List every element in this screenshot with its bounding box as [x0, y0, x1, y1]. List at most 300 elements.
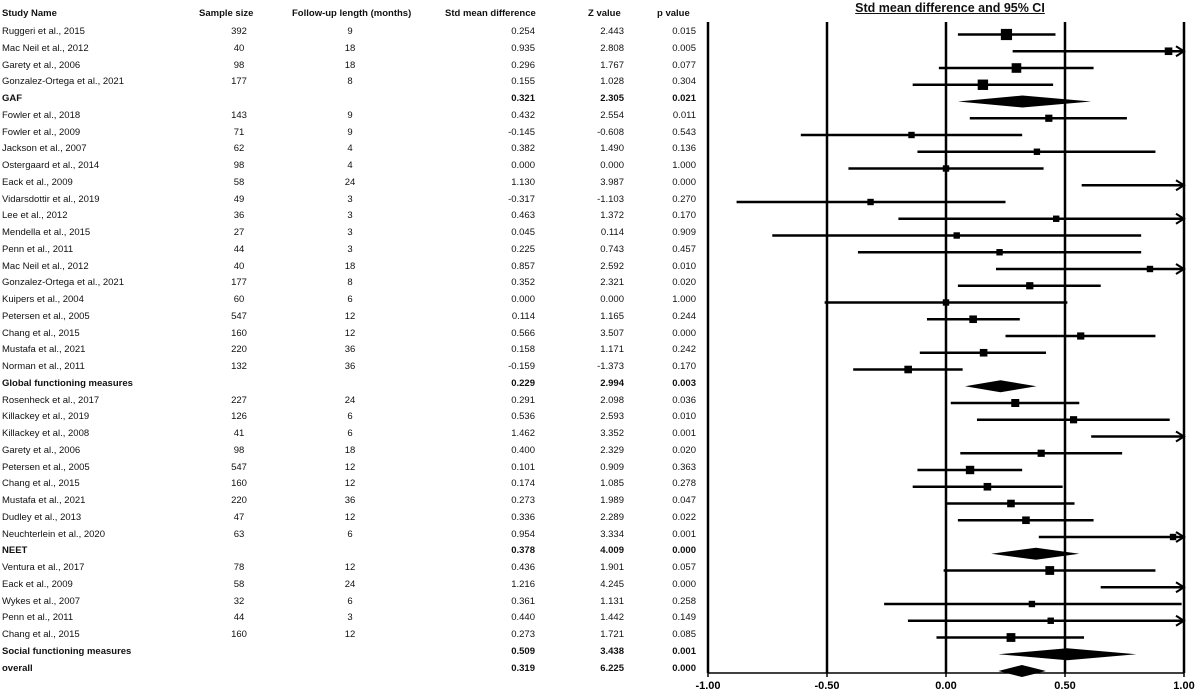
std-mean-difference-cell: 1.130	[511, 176, 535, 188]
p-value-cell: 0.022	[672, 511, 696, 523]
sample-size-cell: 160	[231, 629, 247, 640]
z-value-cell: 1.442	[600, 612, 624, 624]
z-value-cell: 1.085	[600, 478, 624, 490]
std-mean-difference-cell: 0.509	[511, 645, 535, 657]
sample-size-cell: 177	[231, 277, 247, 289]
follow-up-cell: 12	[344, 310, 356, 322]
z-value-cell: 1.989	[600, 495, 624, 506]
sample-size-cell: 36	[233, 210, 245, 222]
p-value-cell: 0.457	[672, 243, 696, 255]
std-mean-difference-cell: 0.440	[511, 612, 535, 624]
point-estimate	[1048, 618, 1054, 624]
summary-row	[0, 378, 700, 394]
study-name-cell: Norman et al., 2011	[2, 361, 85, 372]
std-mean-difference-cell: -0.145	[508, 126, 535, 138]
std-mean-difference-cell: -0.159	[508, 361, 535, 372]
p-value-cell: 0.085	[672, 629, 696, 640]
p-value-cell: 0.543	[672, 126, 696, 138]
std-mean-difference-cell: 0.273	[511, 495, 535, 506]
p-value-cell: 0.001	[672, 528, 696, 540]
table-row	[0, 395, 700, 411]
follow-up-cell: 3	[347, 612, 353, 624]
point-estimate	[1147, 266, 1153, 272]
p-value-cell: 0.278	[672, 478, 696, 490]
point-estimate	[867, 199, 873, 205]
study-name-cell: Wykes et al., 2007	[2, 595, 81, 607]
study-name-cell: Vidarsdottir et al., 2019	[2, 193, 100, 205]
follow-up-cell: 6	[347, 595, 353, 607]
p-value-cell: 0.020	[672, 277, 696, 289]
study-name-cell: Mac Neil et al., 2012	[2, 260, 89, 272]
table-row	[0, 143, 700, 159]
z-value-cell: 4.009	[600, 545, 624, 557]
p-value-cell: 0.909	[672, 227, 696, 238]
z-value-cell: 1.165	[600, 310, 624, 322]
p-value-cell: 0.000	[672, 662, 696, 674]
follow-up-cell: 18	[344, 444, 356, 456]
std-mean-difference-cell: 0.536	[511, 411, 535, 423]
std-mean-difference-cell: 1.216	[511, 578, 535, 590]
point-estimate	[996, 249, 1002, 255]
p-value-cell: 0.170	[672, 210, 696, 222]
sample-size-cell: 227	[231, 394, 247, 406]
z-value-cell: 2.098	[600, 394, 624, 406]
z-value-cell: 1.171	[600, 344, 624, 356]
sample-size-cell: 27	[233, 227, 245, 238]
study-name-cell: Penn et al., 2011	[2, 612, 74, 624]
study-name-cell: Neuchterlein et al., 2020	[2, 528, 105, 540]
z-value-cell: -1.103	[597, 193, 624, 205]
sample-size-cell: 392	[231, 26, 247, 37]
chart-title: Std mean difference and 95% CI	[855, 1, 1045, 15]
study-name-cell: Ventura et al., 2017	[2, 562, 85, 573]
z-value-cell: 2.592	[600, 260, 624, 272]
follow-up-cell: 24	[344, 176, 356, 188]
study-name-cell: Eack et al., 2009	[2, 578, 73, 590]
std-mean-difference-cell: 0.321	[511, 93, 535, 104]
table-row	[0, 76, 700, 92]
follow-up-cell: 3	[347, 243, 353, 255]
z-value-cell: 3.438	[600, 645, 624, 657]
point-estimate	[943, 299, 949, 305]
p-value-cell: 0.000	[672, 545, 696, 557]
point-estimate	[978, 80, 988, 90]
table-row	[0, 194, 700, 210]
z-value-cell: 1.767	[600, 59, 624, 71]
point-estimate	[904, 366, 912, 374]
sample-size-cell: 220	[231, 344, 247, 356]
std-mean-difference-cell: 0.155	[511, 76, 535, 88]
z-value-cell: 4.245	[600, 578, 624, 590]
study-name-cell: Eack et al., 2009	[2, 176, 73, 188]
z-value-cell: 0.114	[600, 227, 624, 238]
std-mean-difference-cell: 0.273	[511, 629, 535, 640]
follow-up-cell: 18	[344, 260, 356, 272]
p-value-cell: 0.003	[672, 377, 696, 389]
point-estimate	[1001, 29, 1012, 40]
p-value-cell: 0.036	[672, 394, 696, 406]
table-row	[0, 512, 700, 528]
follow-up-cell: 12	[344, 327, 356, 339]
follow-up-cell: 18	[344, 59, 356, 71]
point-estimate	[1045, 566, 1054, 575]
sample-size-cell: 177	[231, 76, 247, 88]
z-value-cell: 1.372	[600, 210, 624, 222]
study-name-cell: Mustafa et al., 2021	[2, 495, 86, 506]
std-mean-difference-cell: 0.000	[511, 160, 535, 171]
std-mean-difference-cell: 0.254	[511, 26, 535, 37]
sample-size-cell: 40	[233, 42, 245, 54]
sample-size-cell: 547	[231, 461, 247, 473]
study-name-cell: Kuipers et al., 2004	[2, 294, 84, 305]
p-value-cell: 0.010	[672, 260, 696, 272]
std-mean-difference-cell: 0.174	[511, 478, 535, 490]
sample-size-cell: 60	[233, 294, 245, 305]
z-value-cell: -1.373	[597, 361, 624, 372]
follow-up-cell: 12	[344, 461, 356, 473]
point-estimate	[1170, 534, 1176, 540]
summary-row	[0, 545, 700, 561]
summary-diamond	[998, 648, 1136, 660]
z-value-cell: 1.131	[600, 595, 624, 607]
follow-up-cell: 36	[344, 361, 356, 372]
table-row	[0, 110, 700, 126]
table-row	[0, 361, 700, 377]
sample-size-cell: 49	[233, 193, 245, 205]
follow-up-cell: 36	[344, 344, 356, 356]
point-estimate	[1011, 399, 1019, 407]
std-mean-difference-cell: 0.296	[511, 59, 535, 71]
p-value-cell: 0.363	[672, 461, 696, 473]
point-estimate	[980, 349, 988, 357]
table-row	[0, 160, 700, 176]
p-value-cell: 0.077	[672, 59, 696, 71]
point-estimate	[1007, 500, 1015, 508]
x-tick-label: 1.00	[1173, 680, 1195, 692]
point-estimate	[1026, 282, 1033, 289]
table-row	[0, 562, 700, 578]
std-mean-difference-cell: 0.432	[511, 109, 535, 121]
sample-size-cell: 58	[233, 578, 245, 590]
study-name-cell: Chang et al., 2015	[2, 478, 80, 490]
std-mean-difference-cell: 0.000	[511, 294, 535, 305]
z-value-cell: -0.608	[597, 126, 624, 138]
summary-row	[0, 646, 700, 662]
study-name-cell: Ruggeri et al., 2015	[2, 26, 85, 37]
sample-size-cell: 47	[233, 511, 245, 523]
sample-size-cell: 160	[231, 327, 247, 339]
study-name-cell: Ostergaard et al., 2014	[2, 160, 100, 171]
z-value-cell: 1.490	[600, 143, 624, 155]
p-value-cell: 0.304	[672, 76, 696, 88]
study-name-cell: Social functioning measures	[2, 645, 132, 657]
sample-size-cell: 547	[231, 310, 247, 322]
sample-size-cell: 44	[233, 612, 245, 624]
p-value-cell: 0.170	[672, 361, 696, 372]
z-value-cell: 0.743	[600, 243, 624, 255]
p-value-cell: 0.057	[672, 562, 696, 573]
z-value-cell: 2.329	[600, 444, 624, 456]
follow-up-cell: 24	[344, 394, 356, 406]
table-row	[0, 411, 700, 427]
summary-diamond	[998, 665, 1046, 677]
study-name-cell: NEET	[2, 545, 28, 557]
summary-diamond	[965, 380, 1036, 392]
p-value-cell: 0.000	[672, 176, 696, 188]
follow-up-cell: 8	[347, 277, 353, 289]
z-value-cell: 2.305	[600, 93, 624, 104]
std-mean-difference-cell: 0.382	[511, 143, 535, 155]
std-mean-difference-cell: 0.225	[511, 243, 535, 255]
std-mean-difference-cell: 0.436	[511, 562, 535, 573]
header-follow-up: Follow-up length (months)	[292, 8, 412, 19]
forest-plot-svg	[695, 0, 1200, 694]
table-row	[0, 311, 700, 327]
study-name-cell: Garety et al., 2006	[2, 59, 81, 71]
follow-up-cell: 12	[344, 478, 356, 490]
std-mean-difference-cell: 0.114	[511, 310, 535, 322]
point-estimate	[1077, 332, 1084, 339]
point-estimate	[1070, 416, 1077, 423]
follow-up-cell: 6	[347, 411, 353, 423]
sample-size-cell: 98	[233, 160, 245, 171]
table-row	[0, 596, 700, 612]
p-value-cell: 0.242	[672, 344, 696, 356]
table-row	[0, 328, 700, 344]
sample-size-cell: 220	[231, 495, 247, 506]
sample-size-cell: 40	[233, 260, 245, 272]
study-name-cell: Gonzalez-Ortega et al., 2021	[2, 76, 124, 88]
table-row	[0, 428, 700, 444]
p-value-cell: 0.011	[672, 109, 696, 121]
point-estimate	[1165, 47, 1173, 55]
p-value-cell: 1.000	[672, 160, 696, 171]
sample-size-cell: 32	[233, 595, 245, 607]
table-row	[0, 445, 700, 461]
table-row	[0, 277, 700, 293]
p-value-cell: 0.020	[672, 444, 696, 456]
study-name-cell: Gonzalez-Ortega et al., 2021	[2, 277, 124, 289]
z-value-cell: 2.321	[600, 277, 624, 289]
std-mean-difference-cell: 0.352	[511, 277, 535, 289]
follow-up-cell: 4	[347, 160, 353, 171]
point-estimate	[943, 165, 949, 171]
follow-up-cell: 12	[344, 511, 356, 523]
study-name-cell: Garety et al., 2006	[2, 444, 81, 456]
follow-up-cell: 18	[344, 42, 356, 54]
table-row	[0, 26, 700, 42]
point-estimate	[908, 132, 914, 138]
std-mean-difference-cell: 0.319	[511, 662, 535, 674]
study-name-cell: Mustafa et al., 2021	[2, 344, 86, 356]
p-value-cell: 0.244	[672, 310, 696, 322]
table-row	[0, 43, 700, 59]
sample-size-cell: 71	[233, 126, 245, 138]
z-value-cell: 3.987	[600, 176, 624, 188]
header-std-mean-difference: Std mean difference	[445, 8, 536, 19]
sample-size-cell: 62	[233, 143, 245, 155]
study-name-cell: Global functioning measures	[2, 377, 133, 389]
table-row	[0, 294, 700, 310]
sample-size-cell: 126	[231, 411, 247, 423]
forest-plot	[695, 0, 1200, 694]
table-row	[0, 344, 700, 360]
p-value-cell: 0.270	[672, 193, 696, 205]
sample-size-cell: 41	[233, 428, 245, 439]
follow-up-cell: 3	[347, 227, 353, 238]
table-row	[0, 244, 700, 260]
p-value-cell: 0.258	[672, 595, 696, 607]
std-mean-difference-cell: 1.462	[511, 428, 535, 439]
follow-up-cell: 9	[347, 109, 353, 121]
std-mean-difference-cell: 0.045	[511, 227, 535, 238]
sample-size-cell: 143	[231, 109, 247, 121]
summary-row	[0, 663, 700, 679]
table-row	[0, 612, 700, 628]
follow-up-cell: 12	[344, 562, 356, 573]
study-name-cell: Rosenheck et al., 2017	[2, 394, 100, 406]
std-mean-difference-cell: 0.857	[511, 260, 535, 272]
follow-up-cell: 6	[347, 528, 353, 540]
point-estimate	[1029, 601, 1035, 607]
study-name-cell: Fowler et al., 2018	[2, 109, 81, 121]
follow-up-cell: 36	[344, 495, 356, 506]
z-value-cell: 3.352	[600, 428, 624, 439]
point-estimate	[1012, 63, 1022, 73]
z-value-cell: 2.554	[600, 109, 624, 121]
z-value-cell: 2.808	[600, 42, 624, 54]
study-name-cell: Mendella et al., 2015	[2, 227, 91, 238]
point-estimate	[984, 483, 992, 491]
study-name-cell: Petersen et al., 2005	[2, 310, 90, 322]
sample-size-cell: 160	[231, 478, 247, 490]
table-row	[0, 495, 700, 511]
follow-up-cell: 24	[344, 578, 356, 590]
std-mean-difference-cell: 0.101	[511, 461, 535, 473]
point-estimate	[1053, 216, 1059, 222]
point-estimate	[1038, 450, 1045, 457]
p-value-cell: 0.001	[672, 645, 696, 657]
table-row	[0, 478, 700, 494]
z-value-cell: 0.000	[600, 160, 624, 171]
point-estimate	[954, 232, 960, 238]
p-value-cell: 0.136	[672, 143, 696, 155]
study-name-cell: Dudley et al., 2013	[2, 511, 82, 523]
point-estimate	[969, 315, 977, 323]
table-row	[0, 579, 700, 595]
x-tick-label: -0.50	[814, 680, 840, 692]
std-mean-difference-cell: 0.378	[511, 545, 535, 557]
follow-up-cell: 3	[347, 193, 353, 205]
follow-up-cell: 12	[344, 629, 356, 640]
z-value-cell: 6.225	[600, 662, 624, 674]
x-tick-label: -1.00	[695, 680, 721, 692]
p-value-cell: 0.000	[672, 327, 696, 339]
follow-up-cell: 6	[347, 428, 353, 439]
header-z-value: Z value	[588, 8, 621, 19]
follow-up-cell: 4	[347, 143, 353, 155]
z-value-cell: 1.721	[600, 629, 624, 640]
std-mean-difference-cell: 0.361	[511, 595, 535, 607]
summary-row	[0, 93, 700, 109]
table-row	[0, 529, 700, 545]
sample-size-cell: 98	[233, 444, 245, 456]
z-value-cell: 3.334	[600, 528, 624, 540]
table-row	[0, 177, 700, 193]
p-value-cell: 0.000	[672, 578, 696, 590]
study-name-cell: overall	[2, 662, 33, 674]
header-p-value: p value	[657, 8, 690, 19]
std-mean-difference-cell: 0.336	[511, 511, 535, 523]
header-sample-size: Sample size	[199, 8, 254, 19]
z-value-cell: 2.593	[600, 411, 624, 423]
study-name-cell: GAF	[2, 93, 23, 104]
std-mean-difference-cell: 0.954	[511, 528, 535, 540]
z-value-cell: 3.507	[600, 327, 624, 339]
table-row	[0, 261, 700, 277]
z-value-cell: 0.000	[600, 294, 624, 305]
p-value-cell: 0.015	[672, 26, 696, 37]
table-row	[0, 210, 700, 226]
follow-up-cell: 6	[347, 294, 353, 305]
study-name-cell: Chang et al., 2015	[2, 629, 80, 640]
study-name-cell: Killackey et al., 2019	[2, 411, 90, 423]
z-value-cell: 2.289	[600, 511, 624, 523]
table-row	[0, 60, 700, 76]
std-mean-difference-cell: -0.317	[508, 193, 535, 205]
std-mean-difference-cell: 0.158	[511, 344, 535, 356]
p-value-cell: 0.010	[672, 411, 696, 423]
follow-up-cell: 3	[347, 210, 353, 222]
study-name-cell: Penn et al., 2011	[2, 243, 74, 255]
study-name-cell: Chang et al., 2015	[2, 327, 80, 339]
std-mean-difference-cell: 0.400	[511, 444, 535, 456]
follow-up-cell: 9	[347, 126, 353, 138]
table-row	[0, 462, 700, 478]
z-value-cell: 1.028	[600, 76, 624, 88]
table-row	[0, 629, 700, 645]
header-study-name: Study Name	[2, 8, 57, 19]
sample-size-cell: 63	[233, 528, 245, 540]
point-estimate	[966, 466, 974, 474]
std-mean-difference-cell: 0.229	[511, 377, 535, 389]
sample-size-cell: 98	[233, 59, 245, 71]
study-name-cell: Jackson et al., 2007	[2, 143, 87, 155]
z-value-cell: 0.909	[600, 461, 624, 473]
table-row	[0, 127, 700, 143]
table-row	[0, 227, 700, 243]
sample-size-cell: 58	[233, 176, 245, 188]
point-estimate	[1022, 516, 1030, 524]
z-value-cell: 1.901	[600, 562, 624, 573]
sample-size-cell: 44	[233, 243, 245, 255]
study-name-cell: Killackey et al., 2008	[2, 428, 90, 439]
point-estimate	[1034, 149, 1040, 155]
sample-size-cell: 78	[233, 562, 245, 573]
follow-up-cell: 8	[347, 76, 353, 88]
std-mean-difference-cell: 0.935	[511, 42, 535, 54]
p-value-cell: 0.047	[672, 495, 696, 506]
z-value-cell: 2.994	[600, 377, 624, 389]
study-name-cell: Fowler et al., 2009	[2, 126, 81, 138]
summary-diamond	[958, 96, 1091, 108]
point-estimate	[1007, 633, 1016, 642]
p-value-cell: 0.149	[672, 612, 696, 624]
p-value-cell: 0.021	[672, 93, 696, 104]
p-value-cell: 0.005	[672, 42, 696, 54]
sample-size-cell: 132	[231, 361, 247, 372]
follow-up-cell: 9	[347, 26, 353, 37]
